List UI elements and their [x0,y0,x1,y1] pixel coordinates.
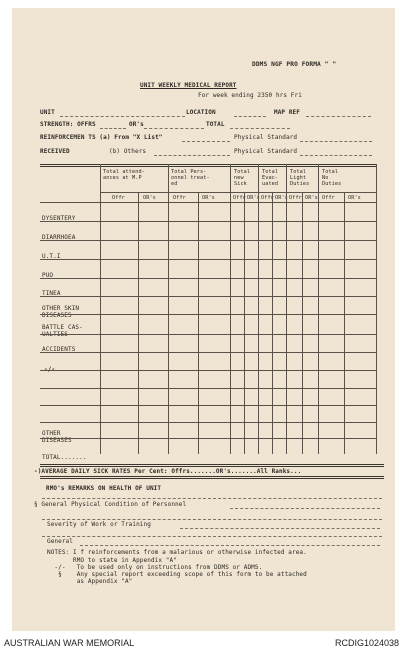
sub-ors-2: OR's [202,195,215,201]
col-evacuated-label: Total Evac- uated [262,169,279,187]
grid-row-line-1 [40,240,376,241]
grid-subcol-line-5 [344,192,345,454]
strength-offrs-line [100,128,126,129]
sub-offr-2: Offr [173,195,186,201]
row-puo: PUO [42,272,54,279]
strength-total-line [230,128,290,129]
grid-row-line-8 [40,370,376,371]
col-new-sick-label: Total new Sick [234,169,251,187]
grid-subcol-line-3 [272,192,273,454]
grid-subcol-line-2 [244,192,245,454]
col-light-duties-label: Total Light Duties [290,169,310,187]
strength-ors-line [144,128,204,129]
remarks-line-1 [42,498,382,499]
grid-row-line-6 [40,334,376,335]
row-other-diseases: OTHER DISEASES [42,430,72,444]
form-code: DDMS NGF PRO FORMA " " [252,61,337,68]
grid-row-line-0 [40,221,376,222]
reinforcements-label: REINFORCEMEN TS (a) From "X List" [40,134,163,141]
note-1: NOTES: I f reinforcements from a malarious or otherwise infected area. [47,549,307,556]
form-title: UNIT WEEKLY MEDICAL REPORT [140,82,237,89]
rmo-remarks: RMO's REMARKS ON HEALTH OF UNIT [46,485,162,492]
grid-row-line-4 [40,296,376,297]
note-4: § Any special report exceeding scope of this form to be attached [47,571,307,578]
row-battle-casualties: BATTLE CAS- UALTIES [42,324,83,338]
table-header-bottom [40,202,376,203]
physical-standard-b-line [300,155,372,156]
grid-row-line-7 [40,352,376,353]
physical-standard-a: Physical Standard [234,134,298,141]
grid-row-line-9 [40,388,376,389]
week-ending: For week ending 2350 hrs Fri [198,92,302,99]
severity-work: Severity of Work or Training [47,521,151,528]
others-label: (b) Others [109,148,147,155]
total-row-label: TOTAL....... [42,454,87,461]
sub-ors-5: OR's [305,195,318,201]
remarks-line-2 [42,519,382,520]
row-accidents: ACCIDENTS [42,346,76,353]
physical-standard-b: Physical Standard [234,148,298,155]
grid-col-line-3 [258,164,259,454]
severity-line [180,528,380,529]
sub-offr-6: Offr [322,195,335,201]
strength-total-label: TOTAL [206,121,225,128]
grid-row-line-3 [40,278,376,279]
grid-subcol-line-1 [198,192,199,454]
sub-offr-5: Offr [289,195,302,201]
sub-ors-6: OR's [348,195,361,201]
footer-left: AUSTRALIAN WAR MEMORIAL [4,638,135,648]
grid-col-line-6 [376,164,377,454]
sub-offr-3: Offr [233,195,246,201]
row-other-skin: OTHER SKIN DISEASES [42,305,80,319]
form-sheet [12,8,395,631]
general-line [80,545,380,546]
row-diarrhoea: DIARRHOEA [42,234,76,241]
general-physical: § General Physical Condition of Personnel [34,501,187,508]
grid-row-line-10 [40,405,376,406]
sub-offr-1: Offr [112,195,125,201]
note-3: -/- To be used only on instructions from DDMS or ADMS. [47,564,263,571]
reinforcements-b-line [154,155,230,156]
remarks-line-3 [42,536,382,537]
ors-label: OR's [129,121,144,128]
grid-subcol-line-4 [302,192,303,454]
avg-rule [40,476,384,479]
sub-ors-3: OR's [247,195,260,201]
location-field-line [234,116,266,117]
sub-ors-4: OR's [275,195,288,201]
footer-right: RCDIG1024038 [334,638,399,648]
grid-subcol-line-0 [138,192,139,454]
general-label: General [47,538,73,545]
grid-row-line-12 [40,438,376,439]
row-dysentery: DYSENTERY [42,215,76,222]
physical-standard-a-line [300,141,372,142]
map-ref-field-line [306,116,371,117]
col-no-duties-label: Total No Duties [322,169,342,187]
reinforcements-a-line [182,141,230,142]
note-2: RMO to state in Appendix "A" [47,557,177,564]
general-physical-line [230,508,380,509]
col-attendances-label: Total attend- ances at M.P [103,169,145,181]
unit-field-line [60,116,185,117]
row-special: -/- [44,366,56,373]
average-sick-rate: -)AVERAGE DAILY SICK RATES Per Cent: Offrs.......OR's.......All Ranks... [34,468,302,475]
received-label: RECEIVED [40,148,70,155]
col-treated-label: Total Pers- onnel treat- ed [171,169,210,187]
grid-col-line-4 [286,164,287,454]
note-5: as Appendix "A" [47,578,133,585]
map-ref-label: MAP REF [274,109,300,116]
sub-offr-4: Offr [261,195,274,201]
row-uti: U.T.I [42,253,61,260]
sub-ors-1: OR's [143,195,156,201]
grid-row-line-2 [40,259,376,260]
grid-row-line-11 [40,422,376,423]
grid-col-line-5 [318,164,319,454]
table-top-rule [40,164,376,167]
grid-col-line-1 [168,164,169,454]
unit-label: UNIT [40,109,55,116]
total-rule [40,464,384,467]
row-tinea: TINEA [42,290,61,297]
grid-row-line-5 [40,314,376,315]
strength-label: STRENGTH: OFFRS [40,121,96,128]
table-subheader-top [100,192,376,193]
location-label: LOCATION [186,109,216,116]
grid-col-line-2 [230,164,231,454]
grid-col-line-0 [100,164,101,454]
archive-footer [0,635,403,653]
